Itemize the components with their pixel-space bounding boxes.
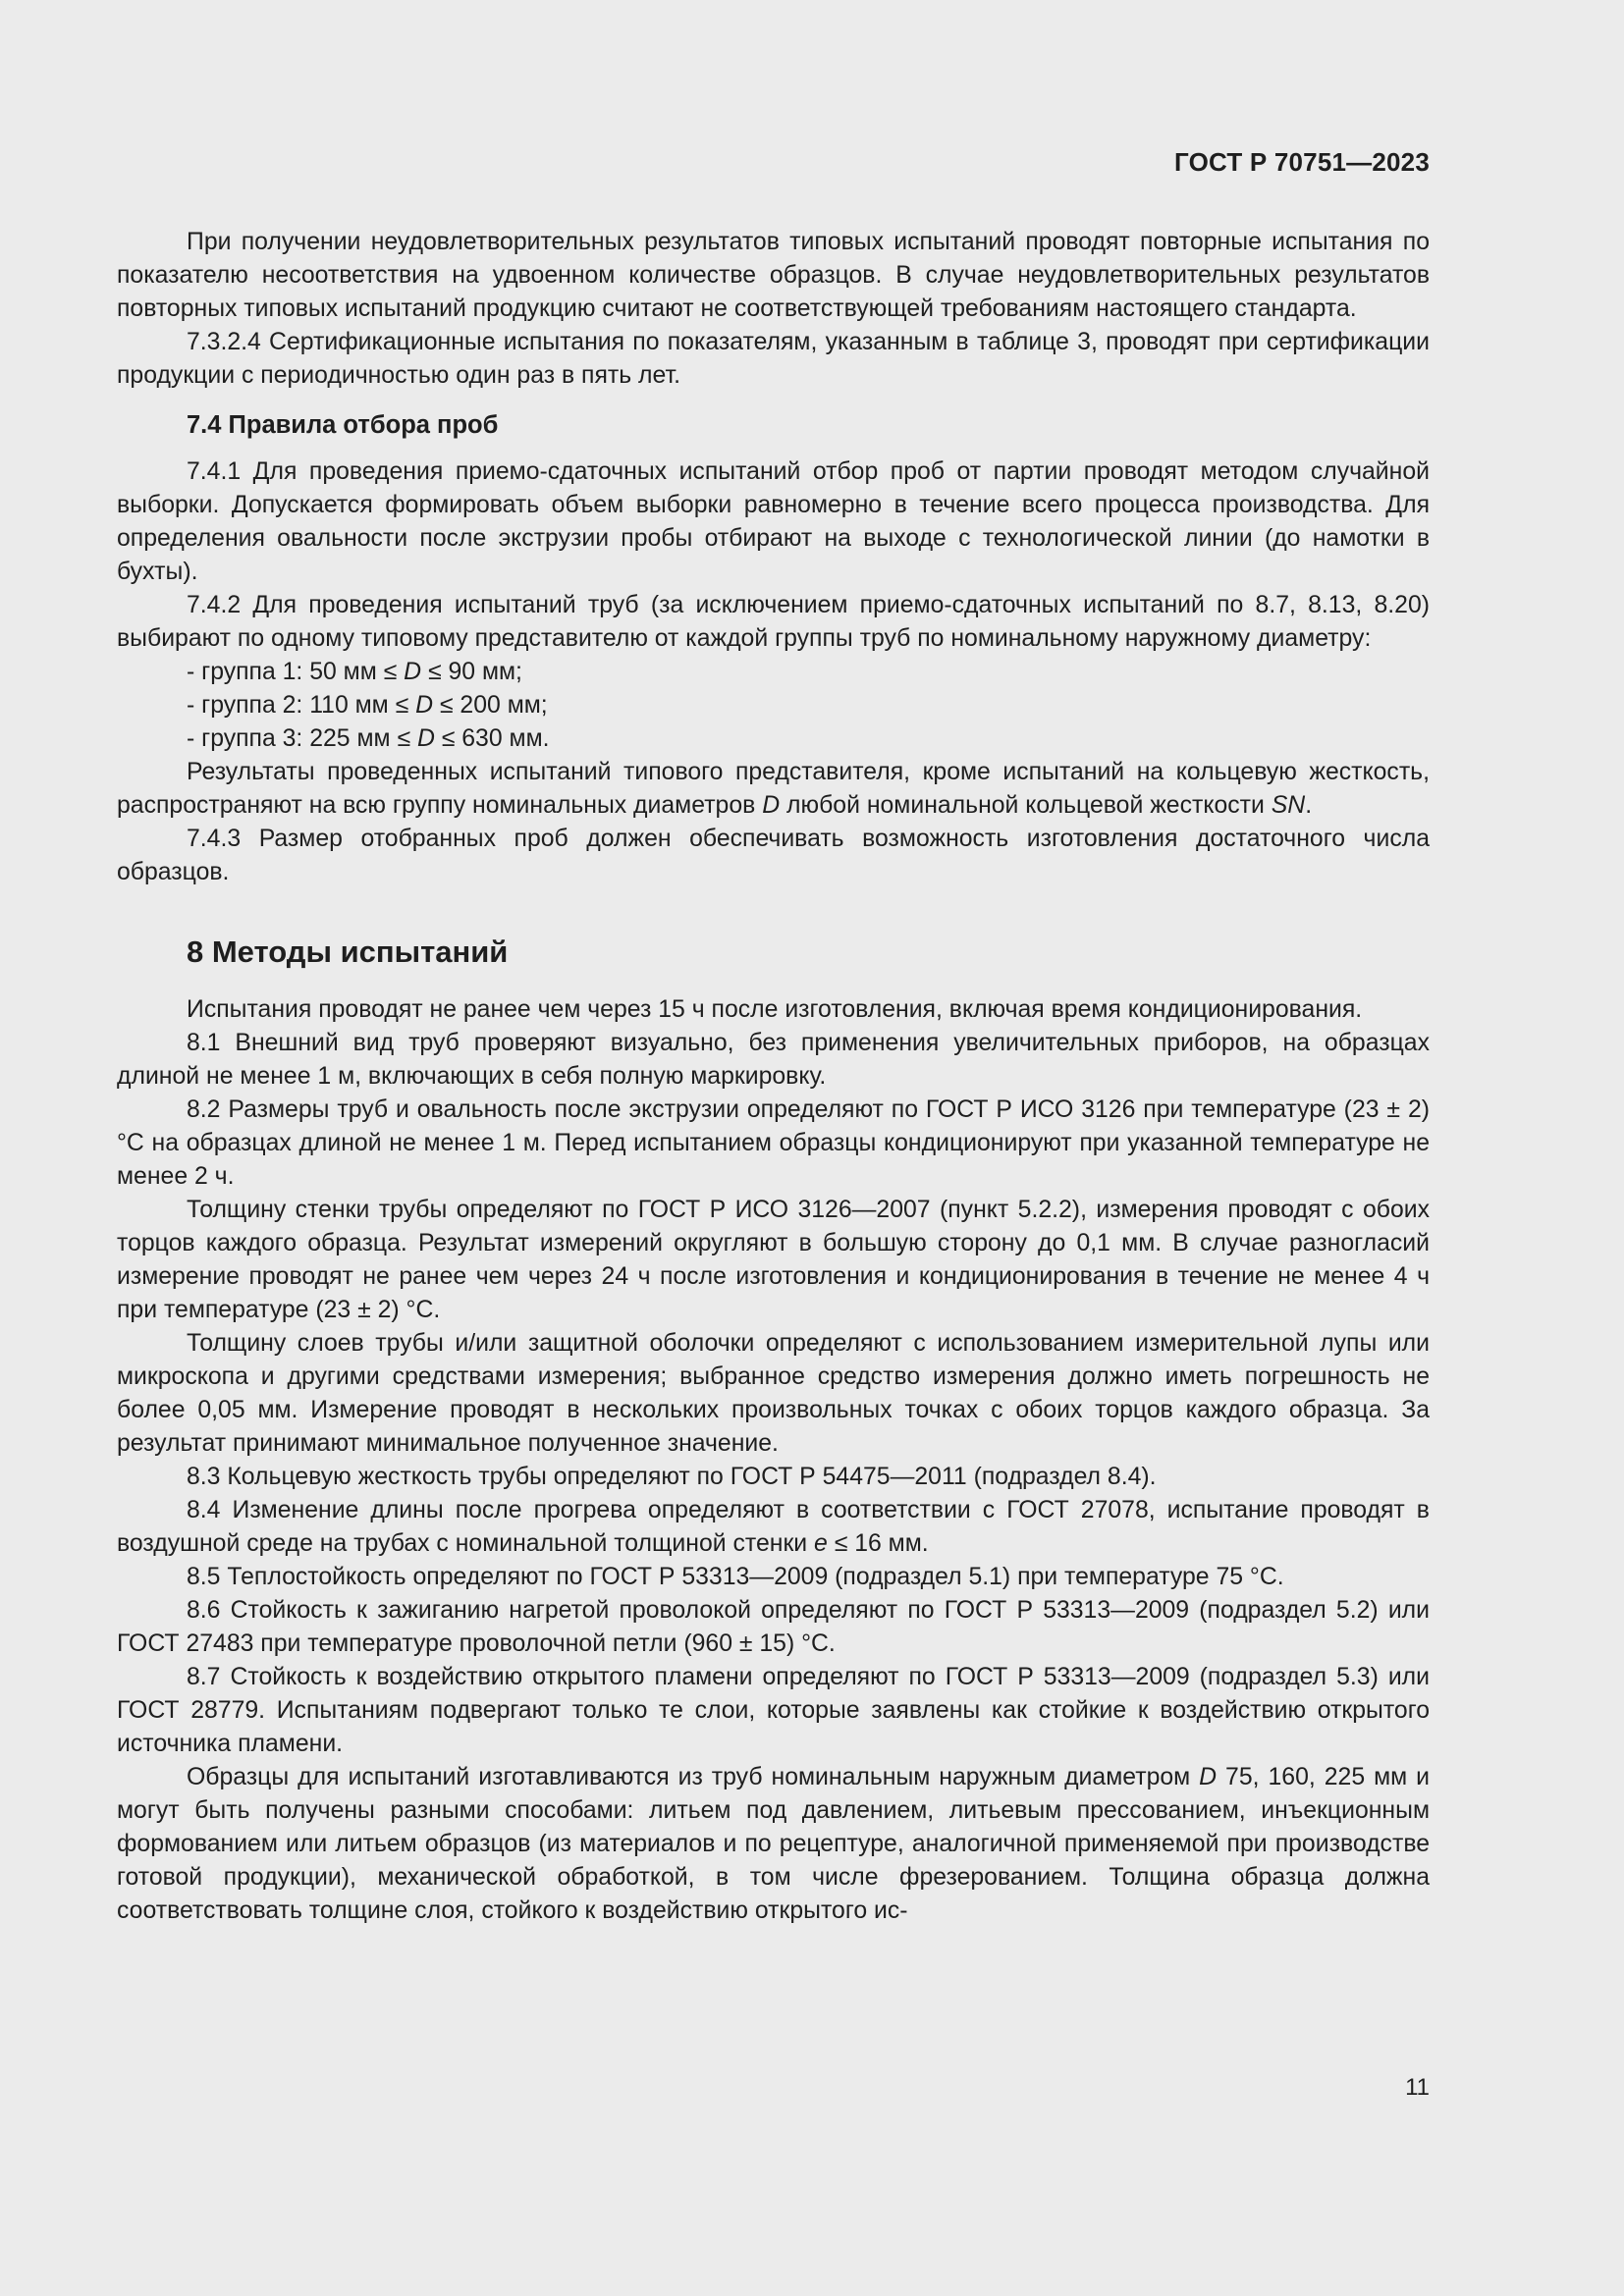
page-content <box>117 226 1430 1928</box>
paragraph-8-4: 8.4 Изменение длины после прогрева определяют в соответствии с ГОСТ 27078, испытание проводят в воздушной среде на трубах с номинальной толщиной стенки e ≤ 16 мм. <box>117 1497 1430 1557</box>
list-item-group-2: - группа 2: 110 мм ≤ D ≤ 200 мм; <box>187 692 548 719</box>
paragraph-8-6: 8.6 Стойкость к зажиганию нагретой проволокой определяют по ГОСТ Р 53313—2009 (подраздел 5.2) или ГОСТ 27483 при температуре проволочной петли (960 ± 15) °С. <box>117 1597 1430 1657</box>
paragraph-8-intro: Испытания проводят не ранее чем через 15 ч после изготовления, включая время кондиционирования. <box>187 996 1363 1023</box>
paragraph-8-2: 8.2 Размеры труб и овальность после экструзии определяют по ГОСТ Р ИСО 3126 при температуре (23 ± 2) °С на образцах длиной не менее 1 м. Перед испытанием образцы кондиционируют при указанной температуре не менее 2 ч. <box>117 1096 1430 1190</box>
page-number: 11 <box>1405 2074 1430 2101</box>
paragraph-8-7: 8.7 Стойкость к воздействию открытого пламени определяют по ГОСТ Р 53313—2009 (подраздел 5.3) или ГОСТ 28779. Испытаниям подвергают только те слои, которые заявлены как стойкие к воздействию открытого источника пламени. <box>117 1664 1430 1757</box>
paragraph-8-3: 8.3 Кольцевую жесткость трубы определяют по ГОСТ Р 54475—2011 (подраздел 8.4). <box>187 1464 1157 1490</box>
list-item-group-3: - группа 3: 225 мм ≤ D ≤ 630 мм. <box>187 725 550 752</box>
paragraph-results: Результаты проведенных испытаний типового представителя, кроме испытаний на кольцевую жесткость, распространяют на всю группу номинальных диаметров D любой номинальной кольцевой жесткости SN. <box>117 759 1430 819</box>
paragraph-8-1: 8.1 Внешний вид труб проверяют визуально, без применения увеличительных приборов, на образцах длиной не менее 1 м, включающих в себя полную маркировку. <box>117 1030 1430 1090</box>
paragraph-8-5: 8.5 Теплостойкость определяют по ГОСТ Р 53313—2009 (подраздел 5.1) при температуре 75 °С. <box>187 1564 1284 1590</box>
document-id-header: ГОСТ Р 70751—2023 <box>1174 147 1430 177</box>
list-item-group-1: - группа 1: 50 мм ≤ D ≤ 90 мм; <box>187 659 522 685</box>
paragraph-layer-thickness: Толщину слоев трубы и/или защитной оболочки определяют с использованием измерительной лупы или микроскопа и другими средствами измерения; выбранное средство измерения должно иметь погрешность не более 0,05 мм. Измерение проводят в нескольких произвольных точках с обоих торцов каждого образца. За результат принимают минимальное полученное значение. <box>117 1330 1430 1457</box>
paragraph-samples: Образцы для испытаний изготавливаются из труб номинальным наружным диаметром D 75, 160, 225 мм и могут быть получены разными способами: литьем под давлением, литьевым прессованием, инъекционным формованием или литьем образцов (из материалов и по рецептуре, аналогичной применяемой при производстве готовой продукции), механической обработкой, в том числе фрезерованием. Толщина образца должна соответствовать толщине слоя, стойкого к воздействию открытого ис- <box>117 1764 1430 1924</box>
paragraph-7-3-2-4: 7.3.2.4 Сертификационные испытания по показателям, указанным в таблице 3, проводят при сертификации продукции с периодичностью один раз в пять лет. <box>117 329 1430 389</box>
paragraph-7-4-1: 7.4.1 Для проведения приемо-сдаточных испытаний отбор проб от партии проводят методом случайной выборки. Допускается формировать объем выборки равномерно в течение всего процесса производства. Для определения овальности после экструзии пробы отбирают на выходе с технологической линии (до намотки в бухты). <box>117 458 1430 585</box>
paragraph-7-4-3: 7.4.3 Размер отобранных проб должен обеспечивать возможность изготовления достаточного числа образцов. <box>117 826 1430 885</box>
section-heading-8: 8 Методы испытаний <box>187 934 509 969</box>
paragraph-retest: При получении неудовлетворительных результатов типовых испытаний проводят повторные испытания по показателю несоответствия на удвоенном количестве образцов. В случае неудовлетворительных результатов повторных типовых испытаний продукцию считают не соответствующей требованиям настоящего стандарта. <box>117 229 1430 322</box>
paragraph-7-4-2: 7.4.2 Для проведения испытаний труб (за исключением приемо-сдаточных испытаний по 8.7, 8.13, 8.20) выбирают по одному типовому представителю от каждой группы труб по номинальному наружному диаметру: <box>117 592 1430 652</box>
paragraph-wall-thickness: Толщину стенки трубы определяют по ГОСТ Р ИСО 3126—2007 (пункт 5.2.2), измерения проводят с обоих торцов каждого образца. Результат измерений округляют в большую сторону до 0,1 мм. В случае разногласий измерение проводят не ранее чем через 24 ч после изготовления и кондиционирования в течение не менее 4 ч при температуре (23 ± 2) °С. <box>117 1197 1430 1323</box>
section-heading-7-4: 7.4 Правила отбора проб <box>187 411 499 439</box>
